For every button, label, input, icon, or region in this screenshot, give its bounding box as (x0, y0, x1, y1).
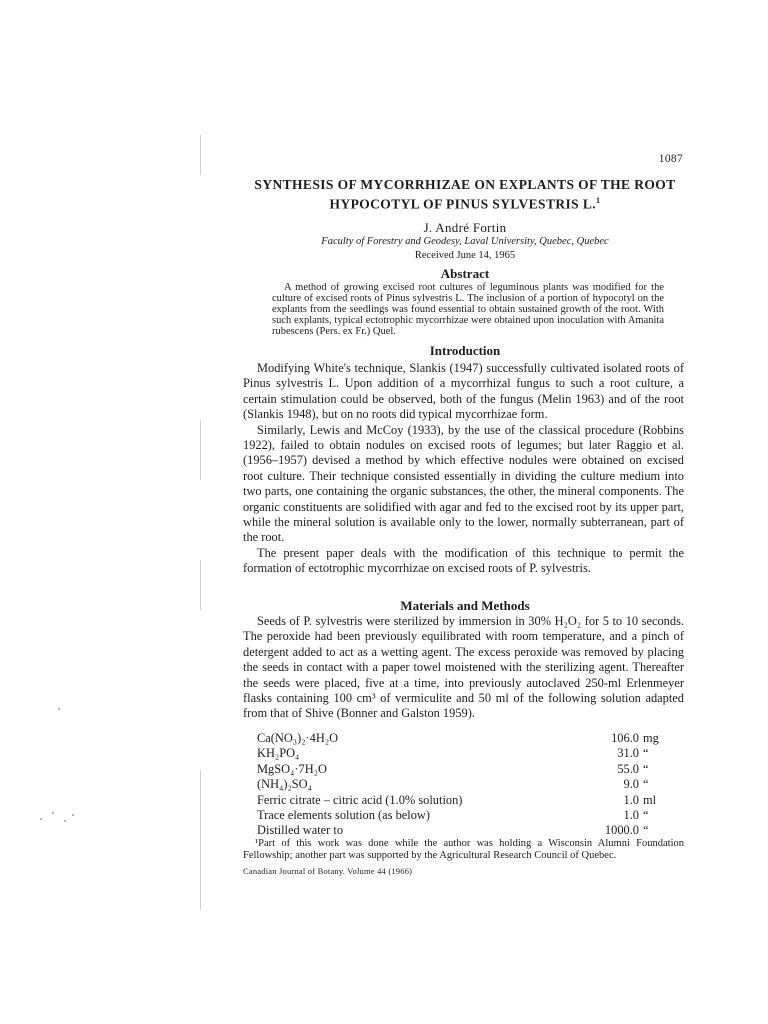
paper-title (220, 177, 710, 213)
recipe-row (257, 823, 673, 838)
recipe-unit: ml (643, 792, 657, 807)
recipe-amount: 1.0 (623, 807, 639, 822)
scan-speck (72, 814, 74, 816)
recipe-row (257, 808, 673, 823)
introduction-heading: Introduction (429, 343, 501, 358)
introduction-paragraph: The present paper deals with the modification of this technique to permit the formation of ectotrophic mycorrhizae on excised roots of P. sylvestris. (243, 545, 684, 576)
recipe-ingredient: KH₂PO₄ (257, 746, 300, 761)
recipe-row (257, 793, 673, 808)
journal-citation: Canadian Journal of Botany. Volume 44 (1966) (243, 866, 413, 876)
methods-body (243, 614, 684, 722)
recipe-amount: 9.0 (623, 777, 639, 792)
title-footnote-mark: 1 (596, 196, 601, 205)
recipe-ingredient: Ferric citrate – citric acid (1.0% solution) (257, 792, 463, 807)
recipe-amount: 55.0 (617, 761, 639, 776)
recipe-amount: 106.0 (611, 731, 639, 745)
abstract-body (272, 282, 664, 337)
scan-margin-line (200, 770, 201, 910)
recipe-unit: mg (643, 731, 659, 745)
methods-heading: Materials and Methods (400, 598, 530, 613)
recipe-row (257, 731, 673, 746)
recipe-ingredient: Distilled water to (257, 823, 344, 838)
recipe-row (257, 777, 673, 792)
recipe-unit: “ (643, 777, 649, 792)
footnote-text: ¹Part of this work was done while the author was holding a Wisconsin Alumni Foundation Fellowship; another part was supported by the Agricultural Research Council of Quebec. (243, 838, 684, 861)
solution-recipe (257, 731, 673, 839)
abstract-text: A method of growing excised root cultures of leguminous plants was modified for the culture of excised roots of Pinus sylvestris L. The inclusion of a portion of hypocotyl on the explants from the seedlings was found essential to obtain sustained growth of the root. With such explants, typical ectotrophic mycorrhizae were obtained upon inoculation with Amanita rubescens (Pers. ex Fr.) Quel. (272, 282, 664, 337)
scan-margin-line (200, 560, 201, 610)
recipe-row (257, 762, 673, 777)
author-name: J. André Fortin (423, 220, 507, 235)
scan-margin-line (200, 135, 201, 175)
recipe-unit: “ (643, 761, 649, 776)
scan-speck (58, 708, 60, 710)
abstract-heading: Abstract (440, 266, 490, 281)
recipe-ingredient: MgSO₄·7H₂O (257, 761, 327, 776)
introduction-paragraph: Modifying White's technique, Slankis (1947) successfully cultivated isolated roots of Pinus sylvestris L. Upon addition of a mycorrhizal fungus to such a root culture, a certain stimulation could be observed, both of the fungus (Melin 1963) and of the root (Slankis 1948), but on no roots did typical mycorrhizae form. (243, 361, 684, 422)
title-line-2: HYPOCOTYL OF PINUS SYLVESTRIS L.$^1$ (329, 196, 601, 212)
recipe-amount: 1.0 (623, 792, 639, 807)
introduction-body (243, 361, 684, 577)
recipe-unit: “ (643, 746, 649, 761)
scan-margin-line (200, 420, 201, 480)
title-line-1: SYNTHESIS OF MYCORRHIZAE ON EXPLANTS OF THE ROOT (254, 177, 676, 192)
recipe-row (257, 746, 673, 761)
author-affiliation: Faculty of Forestry and Geodesy, Laval University, Quebec, Quebec (321, 236, 609, 247)
recipe-ingredient: (NH₄)₂SO₄ (257, 777, 312, 792)
recipe-unit: “ (643, 823, 649, 838)
introduction-paragraph: Similarly, Lewis and McCoy (1933), by the use of the classical procedure (Robbins 1922), failed to obtain nodules on excised roots of legumes; but later Raggio et al. (1956–1957) devised a method by which effective nodules were obtained on excised root culture. Their technique consisted essentially in dividing the culture medium into two parts, one containing the organic substances, the other, the mineral components. The organic constituents are solidified with agar and fed to the excised root by its upper part, while the mineral solution is available only to the lower, normally subterranean, part of the root. (243, 422, 684, 545)
scan-speck (40, 818, 42, 820)
recipe-ingredient: Ca(NO₃)₂·4H₂O (257, 731, 339, 745)
methods-paragraph: Seeds of P. sylvestris were sterilized by immersion in 30% H₂O₂ for 5 to 10 seconds. The peroxide had been previously equilibrated with room temperature, and a pinch of detergent added to act as a wetting agent. The excess peroxide was removed by placing the seeds in contact with a paper towel moistened with the sterilizing agent. Thereafter the seeds were placed, five at a time, into previously autoclaved 250-ml Erlenmeyer flasks containing 100 cm³ of vermiculite and 50 ml of the following solution adapted from that of Shive (Bonner and Galston 1959). (243, 614, 684, 721)
scan-speck (64, 820, 66, 822)
recipe-unit: “ (643, 807, 649, 822)
recipe-ingredient: Trace elements solution (as below) (257, 807, 430, 822)
scan-speck (52, 812, 54, 814)
recipe-amount: 31.0 (617, 746, 639, 761)
recipe-amount: 1000.0 (604, 823, 639, 838)
page-number: 1087 (658, 153, 683, 165)
received-date: Received June 14, 1965 (414, 250, 516, 261)
footnote (243, 838, 684, 861)
